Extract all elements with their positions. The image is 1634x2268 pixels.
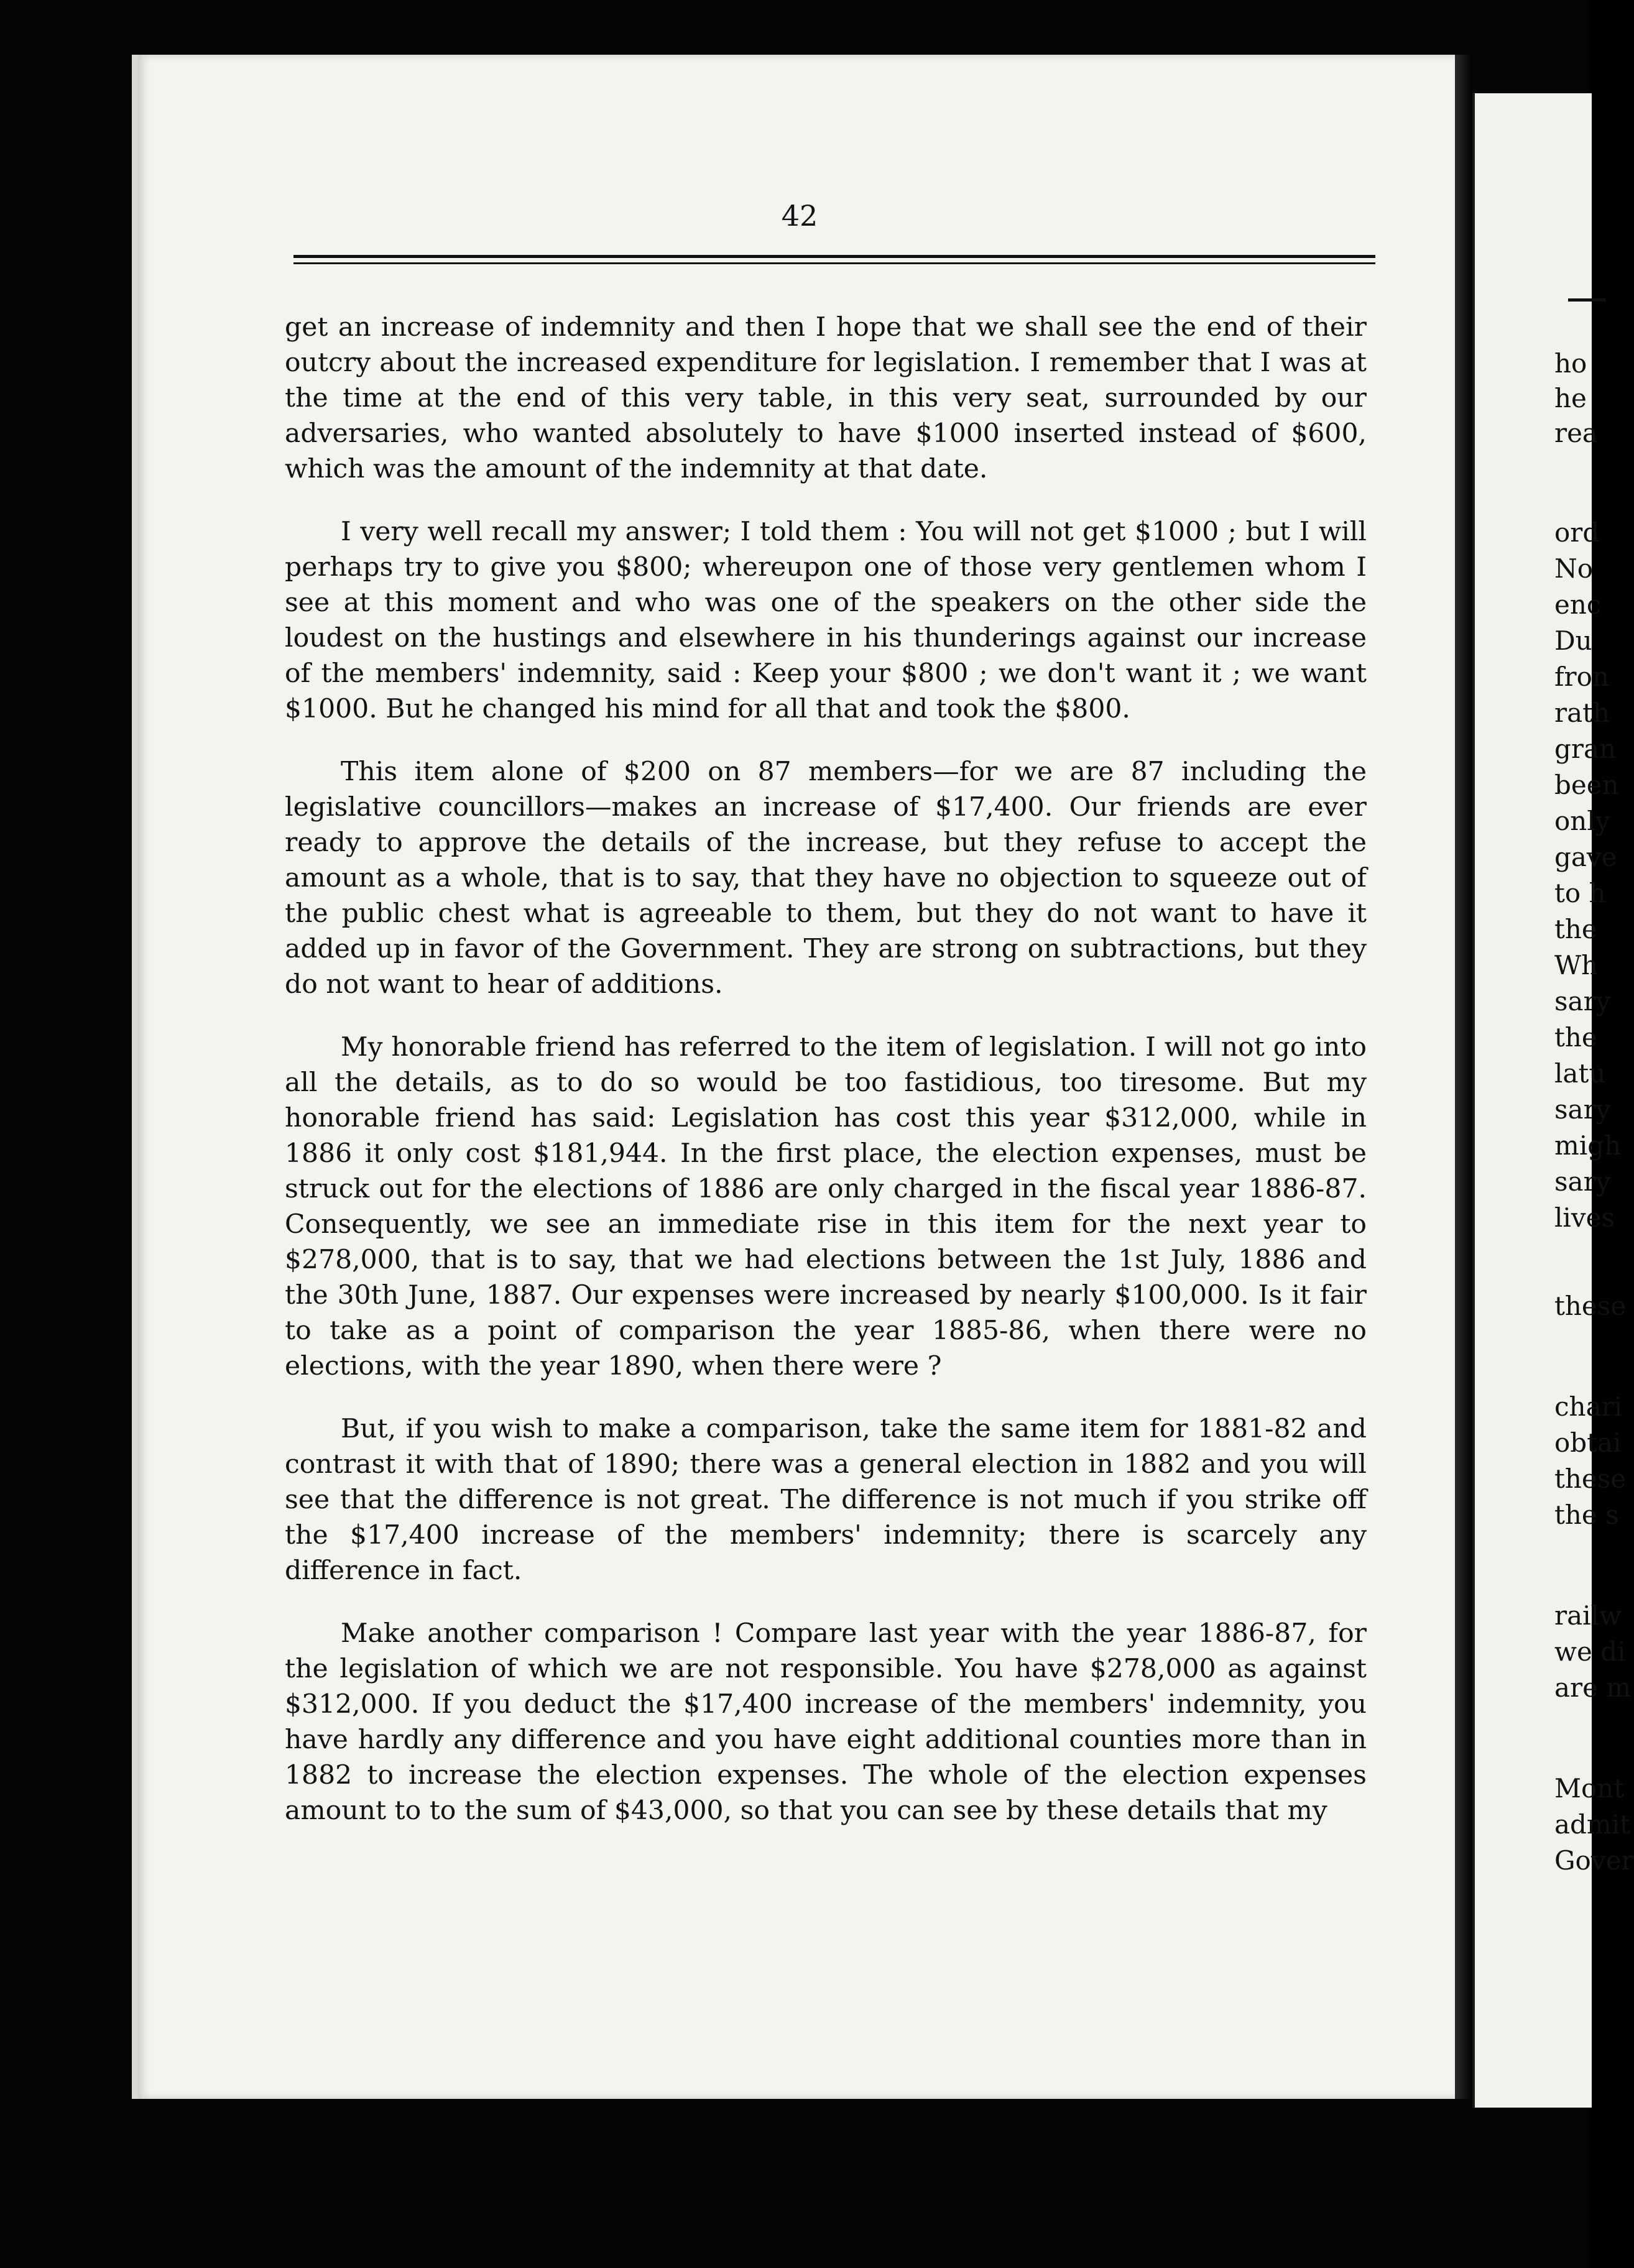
facing-header-rule	[1568, 298, 1605, 302]
facing-line: No	[1554, 553, 1594, 584]
facing-line: we di	[1554, 1636, 1626, 1667]
facing-line: chari	[1554, 1391, 1623, 1422]
facing-line: enc	[1554, 589, 1602, 620]
header-rule	[293, 255, 1375, 258]
paragraph: get an increase of indemnity and then I hope that we shall see the end of their outcry about the increased expenditure for legislation. I remember that I was at the time at the end of this very table, in this very seat, surrounded by our adversaries, who wanted absolutely to have $1000 inserted instead of $600, which was the amount of the indemnity at that date.	[285, 312, 1367, 484]
facing-line: sary	[1554, 1094, 1611, 1125]
facing-line: Du	[1554, 625, 1592, 656]
facing-line: these	[1554, 1464, 1627, 1494]
facing-line: railw	[1554, 1600, 1622, 1631]
paragraph: But, if you wish to make a comparison, take the same item for 1881-82 and contrast it with that of 1890; there was a general election in 1882 and you will see that the difference is not great. The difference is not much if you strike off the $17,400 increase of the members' indemnity; there is scarcely any difference in fact.	[285, 1414, 1367, 1586]
facing-line: to h	[1554, 878, 1606, 908]
facing-line: lives	[1554, 1202, 1615, 1233]
facing-line: the s	[1554, 1500, 1619, 1530]
facing-page-fragment	[1472, 93, 1634, 2108]
facing-line: only	[1554, 806, 1610, 836]
facing-line: gran	[1554, 734, 1617, 764]
gutter-shadow	[1455, 55, 1472, 2099]
facing-line: latu	[1554, 1058, 1606, 1089]
page-number: 42	[781, 199, 818, 233]
facing-line: Mont	[1554, 1773, 1625, 1804]
facing-line: rea	[1554, 418, 1598, 448]
facing-line: he	[1554, 383, 1587, 413]
facing-line: Gover	[1554, 1845, 1634, 1876]
facing-line: admit	[1554, 1809, 1631, 1840]
facing-line: Wh	[1554, 950, 1599, 980]
paragraph: I very well recall my answer; I told them : You will not get $1000 ; but I will perhaps try to give you $800; whereupon one of those very gentlemen whom I see at this moment and who was one of the speakers on the other side the loudest on the hustings and elsewhere in his thunderings against our increase of the members' indemnity, said : Keep your $800 ; we don't want it ; we want $1000. But he changed his mind for all that and took the $800.	[285, 517, 1367, 724]
page-body	[285, 310, 1367, 1856]
facing-line: rath	[1554, 698, 1610, 728]
facing-line: sary	[1554, 986, 1611, 1016]
facing-line: sary	[1554, 1166, 1611, 1197]
book-page	[132, 55, 1461, 2099]
facing-line: are m	[1554, 1672, 1632, 1703]
paragraph: Make another comparison ! Compare last year with the year 1886-87, for the legislation of which we are not responsible. You have $278,000 as against $312,000. If you deduct the $17,400 increase of the members' indemnity, you have hardly any difference and you have eight additional counties more than in 1882 to increase the election expenses. The whole of the election expenses amount to to the sum of $43,000, so that you can see by these details that my	[285, 1618, 1367, 1826]
header-rule-thin	[293, 262, 1375, 264]
facing-line: the	[1554, 1022, 1597, 1053]
facing-line: ho	[1554, 348, 1587, 379]
facing-line: these	[1554, 1291, 1627, 1321]
paragraph: This item alone of $200 on 87 members—for we are 87 including the legislative councillors—makes an increase of $17,400. Our friends are ever ready to approve the details of the increase, but they refuse to accept the amount as a whole, that is to say, that they have no objection to squeeze out of the public chest what is agreeable to them, but they do not want to have it added up in favor of the Government. They are strong on subtractions, but they do not want to hear of additions.	[285, 757, 1367, 1000]
facing-line: ord	[1554, 517, 1600, 548]
facing-line: been	[1554, 770, 1619, 800]
facing-line: fron	[1554, 662, 1609, 692]
facing-line: obtai	[1554, 1427, 1622, 1458]
paragraph: My honorable friend has referred to the item of legislation. I will not go into all the details, as to do so would be too fastidious, too tiresome. But my honorable friend has said: Legislation has cost this year $312,000, while in 1886 it only cost $181,944. In the first place, the election expenses, must be struck out for the elections of 1886 are only charged in the fiscal year 1886-87. Consequently, we see an immediate rise in this item for the next year to $278,000, that is to say, that we had elections between the 1st July, 1886 and the 30th June, 1887. Our expenses were increased by nearly $100,000. Is it fair to take as a point of comparison the year 1885-86, when there were no elections, with the year 1890, when there were ?	[285, 1032, 1367, 1381]
facing-line: migh	[1554, 1130, 1622, 1161]
facing-line: the	[1554, 914, 1597, 944]
facing-line: gave	[1554, 842, 1617, 872]
